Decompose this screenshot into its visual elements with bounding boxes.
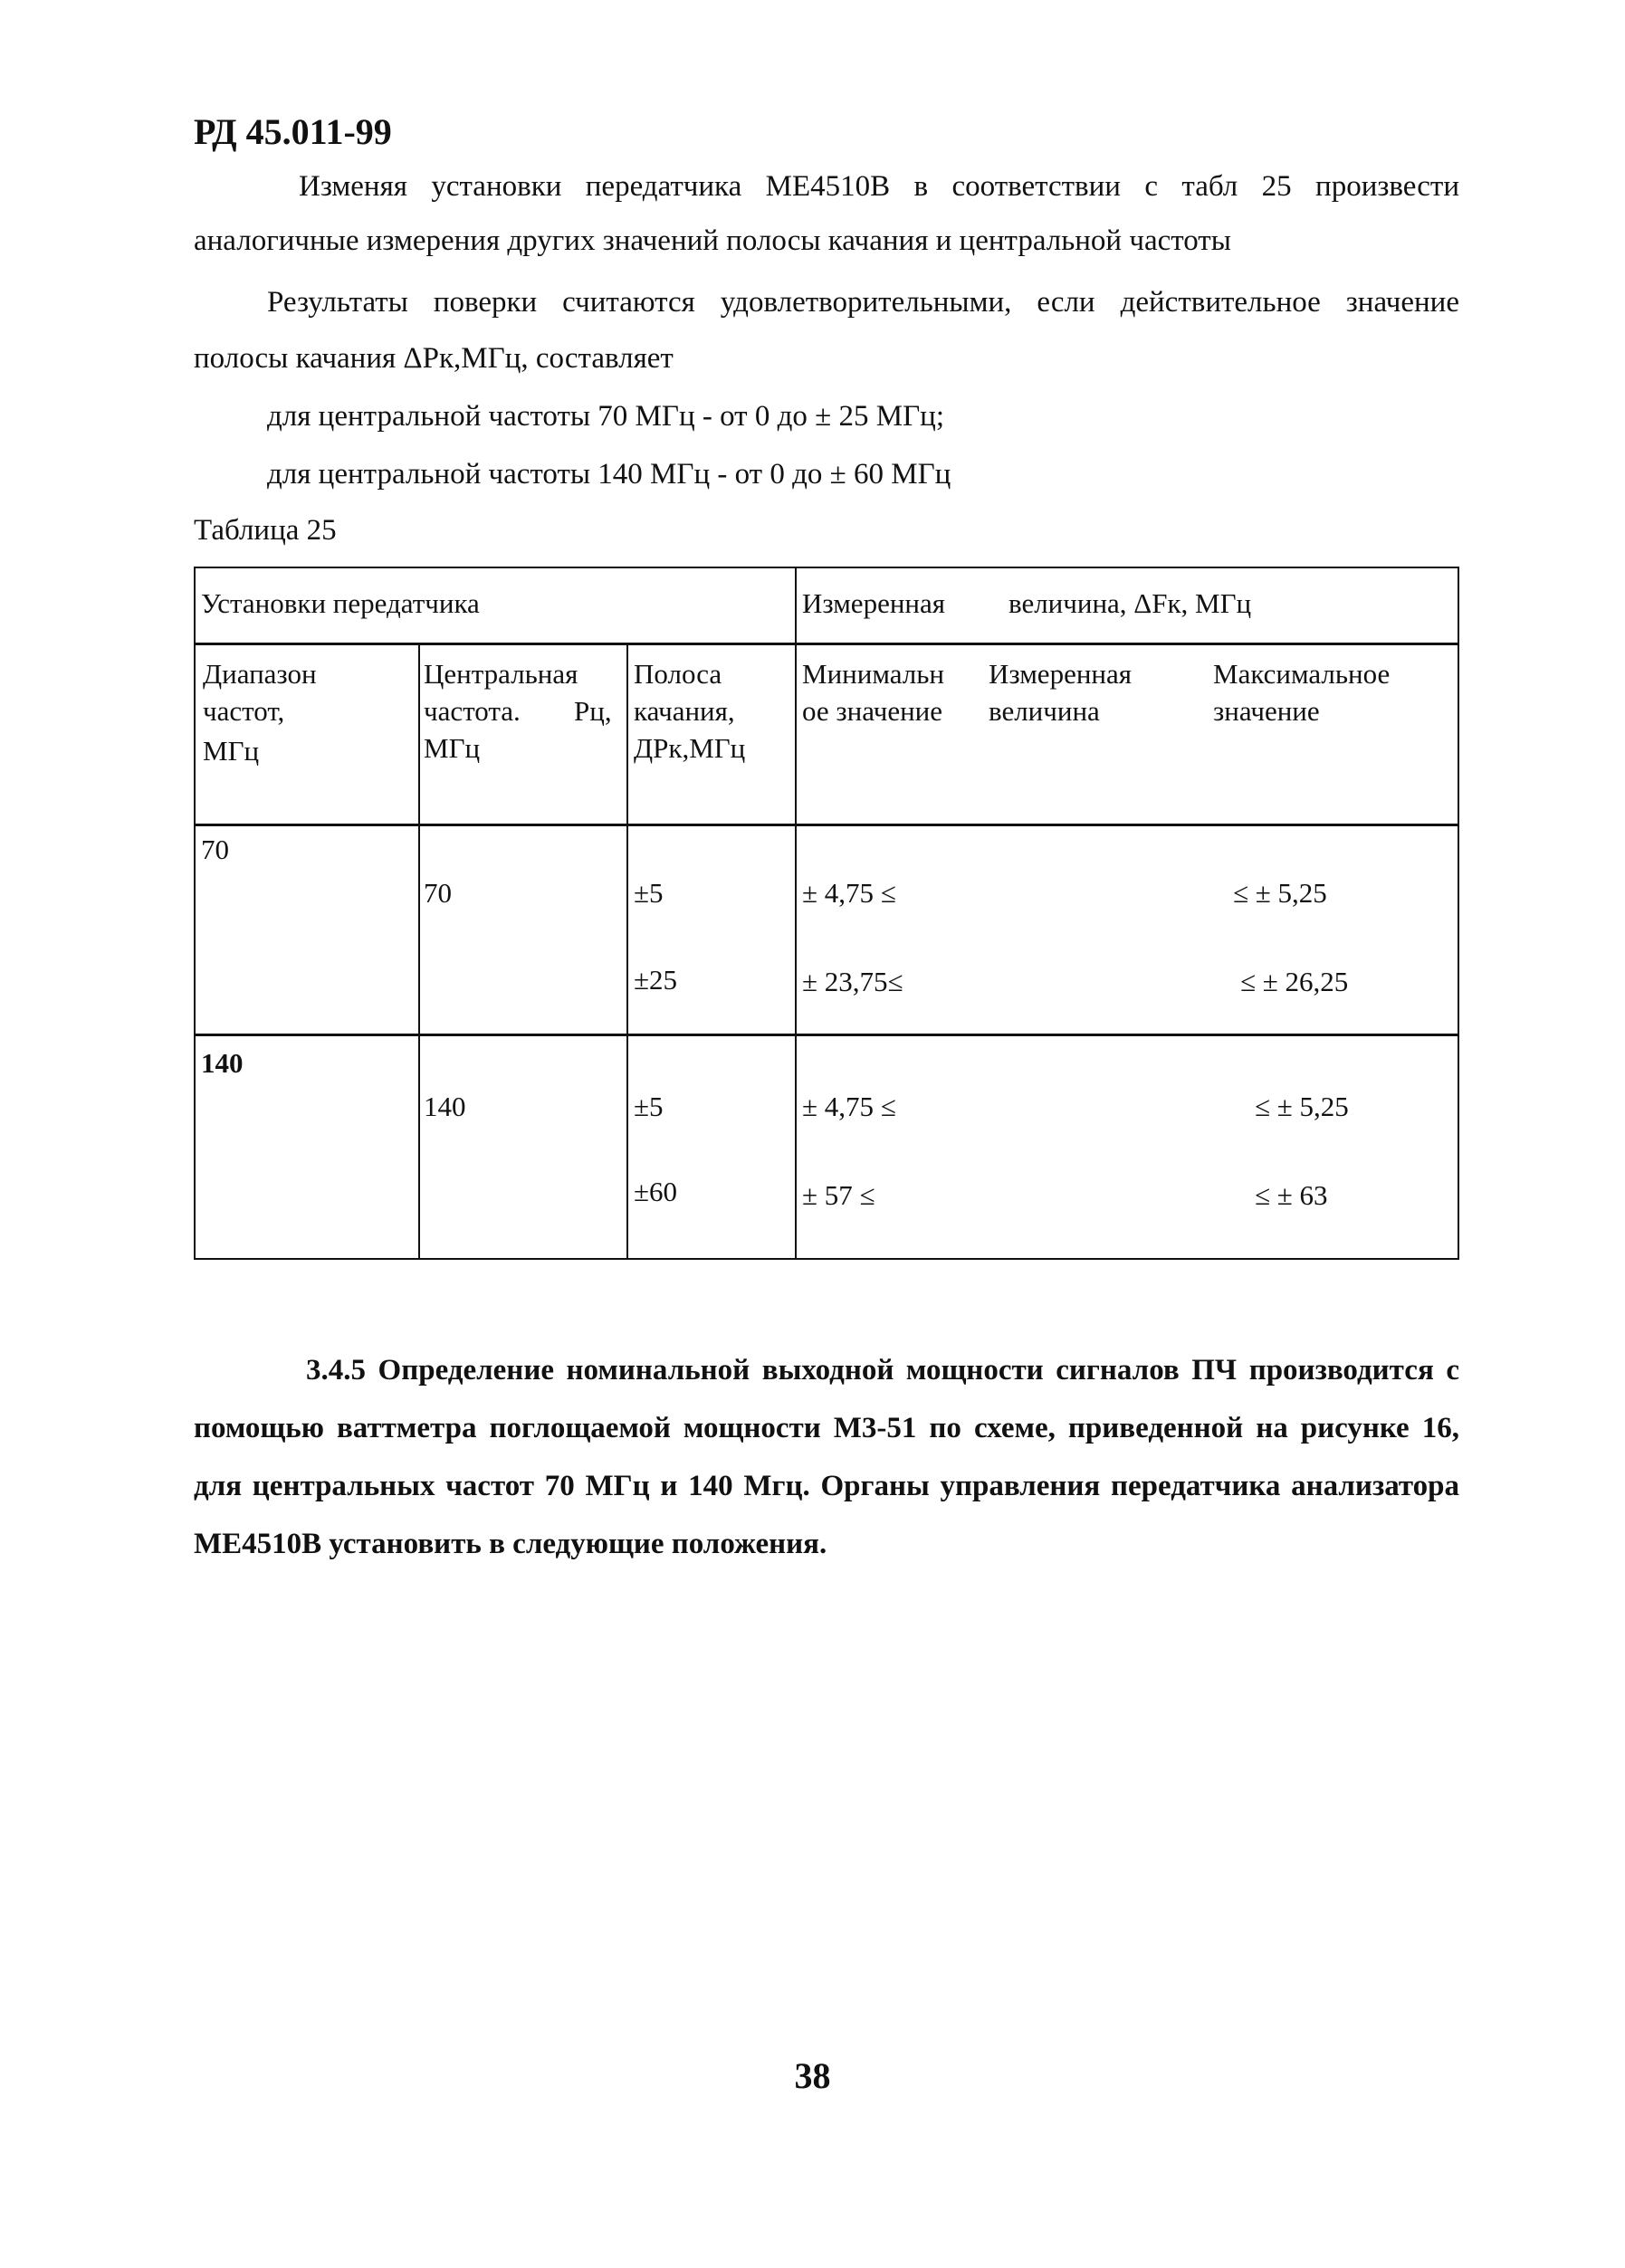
section-3-4-5-line-1: 3.4.5 Определение номинальной выходной мощности сигналов ПЧ производится с [306,1354,1459,1387]
table-cell-band: ±5 [634,1091,664,1122]
table-cell-max: ≤ ± 5,25 [1233,877,1327,909]
table-column-header-divider [194,824,1459,826]
header-measured-a: Измеренная [802,587,946,619]
col-header-range-line: МГц [203,735,260,767]
table-cell-max: ≤ ± 5,25 [1255,1091,1349,1122]
table-cell-min: ± 23,75≤ [802,966,903,997]
col-header-band-line: Полоса [634,658,722,690]
table-25 [194,567,1459,1260]
condition-70-mhz: для центральной частоты 70 МГц - от 0 до ± 25 МГц; [267,400,944,433]
table-cell-band: ±5 [634,877,664,909]
condition-140-mhz: для центральной частоты 140 МГц - от 0 до ± 60 МГц [267,458,951,491]
table-divider-range-center [418,643,420,1260]
col-header-measured-line: величина [989,695,1100,727]
col-header-band-line: качания, [634,695,735,727]
table-cell-band: ±60 [634,1176,678,1207]
group-70-center: 70 [424,877,452,909]
table-caption: Таблица 25 [194,514,337,547]
document-code: РД 45.011-99 [194,111,392,152]
page-number: 38 [794,2055,831,2096]
table-cell-min: ± 4,75 ≤ [802,1091,896,1122]
intro-paragraph-2-line-2: полосы качания ΔРк,МГц, составляет [194,342,674,375]
col-header-range-line: Диапазон [203,658,317,690]
table-cell-max: ≤ ± 26,25 [1240,966,1349,997]
table-cell-band: ±25 [634,964,678,996]
col-header-min-line: ое значение [802,695,943,727]
section-3-4-5-line-2: помощью ваттметра поглощаемой мощности М3-51 по схеме, приведенной на рисунке 16, [194,1412,1459,1444]
header-transmitter-settings: Установки передатчика [201,587,480,619]
intro-paragraph-1-line-1: Изменяя установки передатчика МЕ4510В в соответствии с табл 25 произвести [299,170,1459,203]
table-cell-max: ≤ ± 63 [1255,1179,1328,1211]
intro-paragraph-2-line-1: Результаты поверки считаются удовлетворительными, если действительное значение [267,286,1459,319]
col-header-center-line: Рц, [574,695,612,727]
table-cell-min: ± 57 ≤ [802,1179,875,1211]
col-header-center-line: частота. [424,695,521,727]
table-divider-settings-measured [795,567,797,1260]
table-border-top [194,567,1459,568]
group-140-range: 140 [201,1047,244,1079]
header-measured-b: величина, ΔFк, МГц [1008,587,1252,619]
col-header-min-line: Минимальн [802,658,944,690]
col-header-center-line: Центральная [424,658,578,690]
table-header-divider [194,643,1459,645]
table-border-right [1458,567,1459,1260]
table-border-bottom [194,1258,1459,1260]
intro-paragraph-1-line-2: аналогичные измерения других значений полосы качания и центральной частоты [194,224,1231,257]
table-border-left [194,567,196,1260]
col-header-measured-line: Измеренная [989,658,1133,690]
col-header-range-line: частот, [203,695,285,727]
col-header-center-line: МГц [424,732,481,764]
col-header-max-line: значение [1213,695,1320,727]
table-cell-min: ± 4,75 ≤ [802,877,896,909]
table-divider-center-band [626,643,628,1260]
section-3-4-5-line-3: для центральных частот 70 МГц и 140 Мгц. Органы управления передатчика анализатора [194,1470,1459,1502]
table-group-divider [194,1034,1459,1036]
group-140-center: 140 [424,1091,466,1122]
section-3-4-5-line-4: МЕ4510В установить в следующие положения. [194,1528,827,1560]
group-70-range: 70 [201,834,229,865]
col-header-band-line: ДРк,МГц [634,732,746,764]
col-header-max-line: Максимальное [1213,658,1391,690]
